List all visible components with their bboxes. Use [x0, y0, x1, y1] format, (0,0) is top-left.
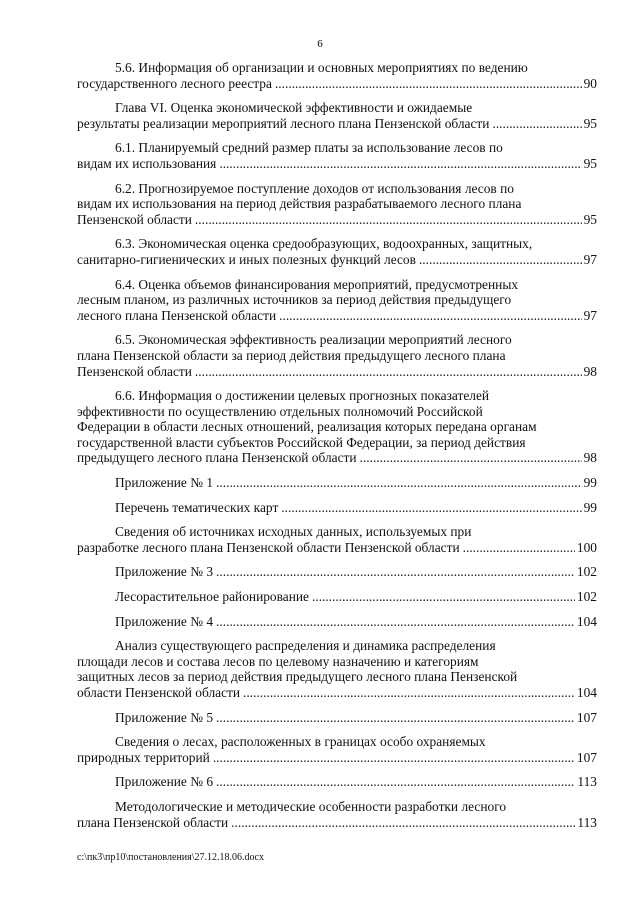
toc-entry-line: Сведения о лесах, расположенных в границах особо охраняемых	[115, 734, 486, 750]
toc-entry-title-end: Пензенской области	[77, 363, 192, 379]
toc-entry	[77, 100, 597, 131]
toc-entry-line: плана Пензенской области за период действия предыдущего лесного плана	[77, 347, 506, 363]
toc-entry-title-end: результаты реализации мероприятий лесного плана Пензенской области	[77, 115, 490, 131]
toc-entry-line: 6.3. Экономическая оценка средообразующих, водоохранных, защитных,	[115, 236, 533, 252]
page-number: 6	[317, 38, 323, 50]
toc-entry-line: 6.4. Оценка объемов финансирования мероприятий, предусмотренных	[115, 276, 519, 292]
toc-entry-title-end: области Пензенской области	[77, 685, 241, 700]
dot-leader	[219, 156, 581, 172]
toc-entry	[77, 500, 597, 516]
toc-entry-title-end: лесного плана Пензенской области	[77, 307, 277, 323]
dot-leader	[195, 364, 582, 380]
toc-entry-text	[77, 388, 597, 450]
toc-page-number: 97	[583, 307, 597, 323]
dot-leader	[216, 475, 582, 491]
toc-entry-final-line	[77, 116, 597, 132]
toc-entry-final-line	[77, 614, 597, 630]
toc-entry-text	[77, 60, 597, 76]
toc-page-number: 97	[583, 251, 597, 267]
toc-page-number: 95	[583, 211, 597, 227]
toc-page-number: 113	[577, 814, 597, 830]
toc-entry-final-line	[77, 450, 597, 466]
toc-entry	[77, 589, 597, 605]
toc-entry	[77, 140, 597, 171]
toc-entry	[77, 638, 597, 700]
toc-entry-title-end: видам их использования	[77, 155, 217, 171]
dot-leader	[216, 710, 575, 726]
toc-entry-title-end: природных территорий	[77, 749, 210, 765]
dot-leader	[231, 815, 575, 831]
toc-entry-text	[77, 734, 597, 750]
toc-entry-text	[77, 236, 597, 252]
toc-entry-final-line	[77, 308, 597, 324]
dot-leader	[216, 614, 575, 630]
toc-entry-final-line	[77, 364, 597, 380]
toc-entry	[77, 60, 597, 91]
toc-entry-line: защитных лесов за период действия предыдущего лесного плана Пензенской	[77, 669, 518, 685]
toc-page-number: 99	[583, 499, 597, 515]
dot-leader	[243, 685, 575, 701]
toc-entry-final-line	[77, 475, 597, 491]
toc-entry	[77, 181, 597, 228]
toc-entry-final-line	[77, 252, 597, 268]
toc-page-number: 104	[576, 685, 597, 700]
toc-entry-line: 6.1. Планируемый средний размер платы за использование лесов по	[115, 140, 503, 156]
toc-page-number: 107	[576, 749, 597, 765]
dot-leader	[419, 252, 582, 268]
toc-entry-final-line	[77, 540, 597, 556]
dot-leader	[195, 212, 582, 228]
toc-page-number: 95	[583, 115, 597, 131]
toc-entry-final-line	[77, 815, 597, 831]
toc-entry	[77, 475, 597, 491]
toc-page-number: 90	[583, 75, 597, 91]
toc-page-number: 102	[576, 564, 597, 580]
toc-entry-title-end: Приложение № 1	[115, 475, 214, 491]
toc-entry-title-end: Перечень тематических карт	[115, 499, 279, 515]
table-of-contents	[77, 60, 597, 839]
toc-entry-text	[77, 638, 597, 685]
toc-page-number: 107	[576, 709, 597, 725]
toc-entry-title-end: государственного лесного реестра	[77, 75, 272, 91]
toc-entry-line: 6.5. Экономическая эффективность реализации мероприятий лесного	[115, 332, 512, 348]
toc-entry-text	[77, 140, 597, 156]
toc-entry	[77, 236, 597, 267]
toc-entry-line: 5.6. Информация об организации и основных мероприятиях по ведению	[115, 60, 528, 75]
toc-entry-text	[77, 100, 597, 116]
toc-entry	[77, 710, 597, 726]
dot-leader	[281, 500, 581, 516]
toc-page-number: 100	[576, 539, 597, 555]
toc-entry	[77, 799, 597, 830]
toc-entry	[77, 774, 597, 790]
toc-entry-final-line	[77, 589, 597, 605]
toc-entry-final-line	[77, 564, 597, 580]
toc-entry-title-end: Приложение № 6	[115, 774, 214, 790]
toc-entry	[77, 564, 597, 580]
toc-entry-text	[77, 524, 597, 540]
toc-entry-line: лесным планом, из различных источников за период действия предыдущего	[77, 292, 512, 308]
toc-entry-title-end: предыдущего лесного плана Пензенской области	[77, 450, 357, 466]
toc-entry-final-line	[77, 156, 597, 172]
toc-entry-text	[77, 181, 597, 212]
toc-page-number: 102	[576, 589, 597, 605]
toc-entry-final-line	[77, 774, 597, 790]
dot-leader	[275, 76, 582, 92]
toc-entry	[77, 388, 597, 466]
toc-entry-title-end: разработке лесного плана Пензенской области Пензенской области	[77, 539, 460, 555]
toc-entry-title-end: Приложение № 3	[115, 564, 214, 580]
toc-entry	[77, 734, 597, 765]
toc-entry-text	[77, 277, 597, 308]
dot-leader	[312, 589, 575, 605]
toc-entry-title-end: Пензенской области	[77, 211, 192, 227]
toc-entry-final-line	[77, 685, 597, 701]
toc-page-number: 95	[583, 155, 597, 171]
toc-entry-line: 6.2. Прогнозируемое поступление доходов от использования лесов по	[115, 180, 514, 196]
toc-entry-line: площади лесов и состава лесов по целевому назначению и категориям	[77, 653, 479, 669]
toc-entry-title-end: Приложение № 4	[115, 613, 214, 629]
toc-entry-line: государственной власти субъектов Российской Федерации, за период действия	[77, 434, 526, 450]
toc-page-number: 98	[583, 450, 597, 466]
toc-entry-line: Сведения об источниках исходных данных, используемых при	[115, 524, 472, 540]
toc-entry-final-line	[77, 710, 597, 726]
toc-entry-line: Федерации в области лесных отношений, реализация которых передана органам	[77, 419, 537, 435]
toc-entry-final-line	[77, 76, 597, 92]
toc-entry-line: 6.6. Информация о достижении целевых прогнозных показателей	[115, 388, 490, 404]
toc-page-number: 98	[583, 363, 597, 379]
toc-entry-line: Глава VI. Оценка экономической эффективности и ожидаемые	[115, 100, 473, 116]
toc-entry-title-end: санитарно-гигиенических и иных полезных функций лесов	[77, 251, 416, 267]
dot-leader	[360, 450, 582, 466]
toc-entry-final-line	[77, 500, 597, 516]
toc-entry	[77, 277, 597, 324]
toc-entry-final-line	[77, 212, 597, 228]
toc-entry-final-line	[77, 750, 597, 766]
toc-page-number: 104	[576, 613, 597, 629]
toc-page-number: 99	[583, 475, 597, 491]
dot-leader	[463, 540, 575, 556]
toc-page-number: 113	[577, 774, 597, 790]
toc-entry-title-end: Лесорастительное районирование	[115, 589, 309, 605]
toc-entry	[77, 614, 597, 630]
toc-entry-line: эффективности по осуществлению отдельных полномочий Российской	[77, 403, 483, 419]
toc-entry-line: Методологические и методические особенности разработки лесного	[115, 798, 507, 814]
toc-entry-line: Анализ существующего распределения и динамика распределения	[115, 638, 496, 654]
toc-entry-title-end: Приложение № 5	[115, 709, 214, 725]
toc-entry-title-end: плана Пензенской области	[77, 814, 229, 830]
dot-leader	[216, 774, 575, 790]
toc-entry-text	[77, 332, 597, 363]
toc-entry	[77, 524, 597, 555]
dot-leader	[216, 564, 575, 580]
toc-entry-line: видам их использования на период действия разрабатываемого лесного плана	[77, 196, 522, 212]
dot-leader	[279, 308, 581, 324]
toc-entry	[77, 332, 597, 379]
dot-leader	[492, 116, 581, 132]
dot-leader	[213, 750, 575, 766]
file-path-footer: c:\пк3\пр10\постановления\27.12.18.06.docx	[77, 852, 264, 863]
toc-entry-text	[77, 799, 597, 815]
